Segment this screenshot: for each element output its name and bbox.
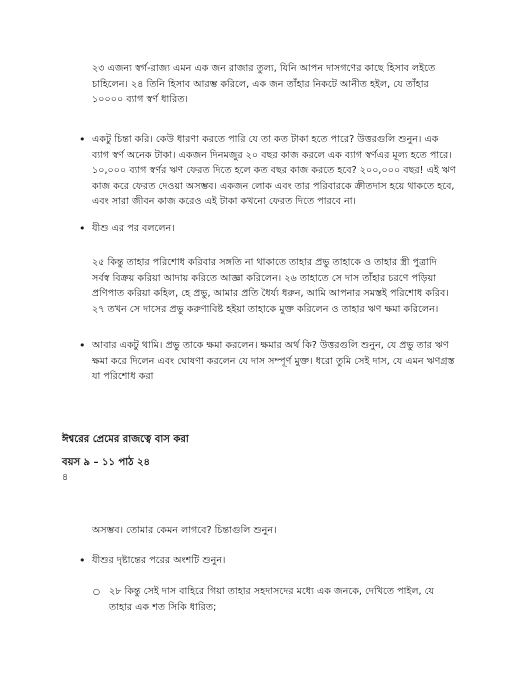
scripture-verses-25-27: ২৫ কিন্তু তাহার পরিশোধ করিবার সঙ্গতি না থাকাতে তাহার প্রভু তাহাকে ও তাহার স্ত্রী পুত্রাদি সর্বস্ব বিক্রয় করিয়া আদায় করিতে আজ্ঞা করিলেন। ২৬ তাহাতে সে দাস তাঁহার চরণে পড়িয়া প্রণিপাত করিয়া কহিল, হে প্রভু, আমার প্রতি ধৈর্য্য ধরুন, আমি আপনার সমস্তই পরিশোধ করিব। ২৭ তখন সে দাসের প্রভু করুণাবিষ্ট হইয়া তাহাকে মুক্ত করিলেন ও তাহার ঋণ ক্ষমা করিলেন।	[92, 257, 449, 315]
bullet-reflection-debt: • একটু চিন্তা করি। কেউ ধারণা করতে পারি যে তা কত টাকা হতে পারে? উত্তরগুলি শুনুন। এক ব্যাগ স্বর্ণ অনেক টাকা। একজন দিনমজুর ২০ বছর কাজ করলে এক ব্যাগ স্বর্ণএর মূল্য হতে পারে। ১০,০০০ ব্যাগ স্বর্ণর ঋণ ফেরত দিতে হলে কত বছর কাজ করতে হবে? ২০০,০০০ বছর! এই ঋণ কাজ করে ফেরত দেওয়া অসম্ভব। একজন লোক এবং তার পরিবারকে ক্রীতদাস হয়ে থাকতে হবে, এবং সারা জীবন কাজ করেও এই টাকা কখনো ফেরত দিতে পারবে না।	[92, 132, 456, 210]
bullet-next-part: • যীশুর দৃষ্টান্তের পরের অংশটি শুনুন।	[92, 553, 456, 569]
scripture-verses-23-24: ২৩ এজন্য স্বর্গ-রাজ্য এমন এক জন রাজার তুল্য, যিনি আপন দাসগণের কাছে হিসাব লইতে চাহিলেন। ২৪ তিনি হিসাব আরম্ভ করিলে, এক জন তাঁহার নিকটে আনীত হইল, যে তাঁহার ১০০০০ ব্যাগ স্বর্ণ ধারিত।	[92, 63, 436, 105]
sub-bullet-verse-28: ○ ২৮ কিন্তু সেই দাস বাহিরে গিয়া তাহার সহদাসদের মধ্যে এক জনকে, দেখিতে পাইল, যে তাহার এক শত সিকি ধারিত;	[109, 584, 455, 615]
age-lesson-label: বয়স ৯ – ১১ পাঠ ২৪	[62, 457, 150, 468]
bullet-reflection-forgiveness: • আবার একটু থামি। প্রভু তাকে ক্ষমা করলেন। ক্ষমার অর্থ কি? উত্তরগুলি শুনুন, যে প্রভু তার ঋণ ক্ষমা করে দিলেন এবং ঘোষণা করলেন যে দাস সম্পূর্ণ মুক্ত। ধরো তুমি সেই দাস, যে এমন ঋণগ্রস্ত যা পরিশোধ করা	[92, 338, 456, 385]
paragraph-impossible: অসম্ভব। তোমার কেমন লাগবে? চিন্তাগুলি শুনুন।	[92, 525, 277, 536]
lesson-heading: ঈশ্বরের প্রেমের রাজত্বে বাস করা	[62, 434, 189, 445]
page-number: ৪	[62, 472, 69, 483]
bullet-jesus-continued: • যীশু এর পর বললেন।	[92, 221, 456, 237]
